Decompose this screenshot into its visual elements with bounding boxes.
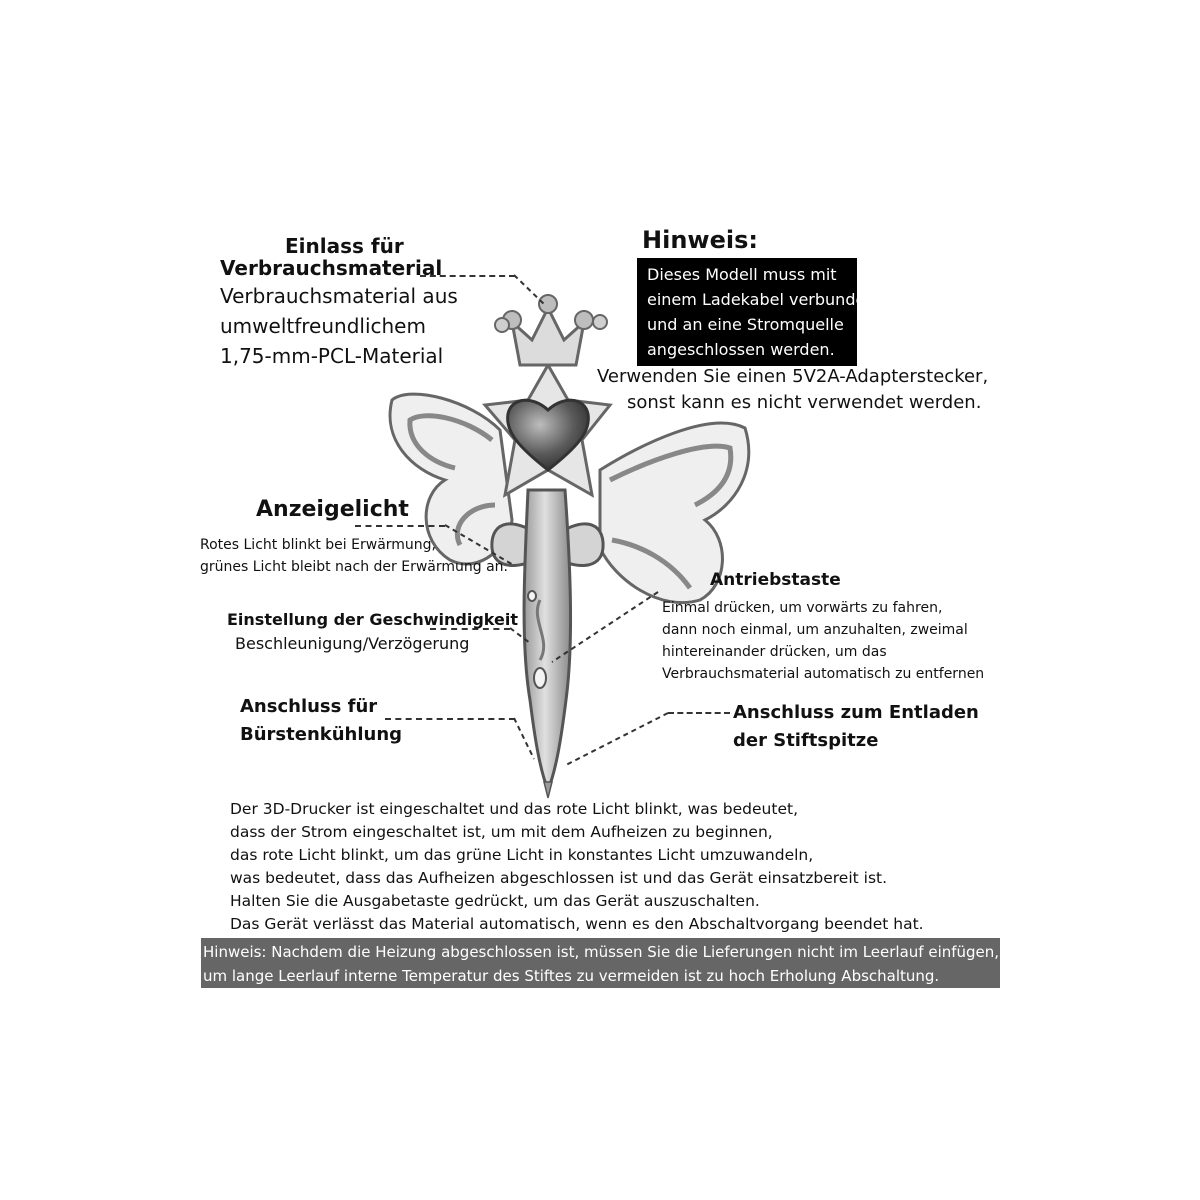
- indicator-desc-2: grünes Licht bleibt nach der Erwärmung an.: [200, 559, 508, 575]
- bottom-note: [201, 938, 1000, 988]
- paragraph-line: Halten Sie die Ausgabetaste gedrückt, um das Gerät auszuschalten.: [230, 892, 760, 910]
- hinweis-title: Hinweis:: [642, 226, 758, 254]
- adapter-line-1: Verwenden Sie einen 5V2A-Adapterstecker,: [597, 366, 989, 387]
- drive-desc-2: dann noch einmal, um anzuhalten, zweimal: [662, 622, 968, 638]
- leader-indicator: [355, 525, 445, 527]
- leader-discharge: [668, 712, 730, 714]
- brush-title-1: Anschluss für: [240, 696, 378, 717]
- drive-desc-4: Verbrauchsmaterial automatisch zu entfernen: [662, 666, 985, 682]
- inlet-desc-2: umweltfreundlichem: [220, 314, 426, 338]
- hinweis-box-line: Dieses Modell muss mit: [647, 265, 837, 284]
- speed-title: Einstellung der Geschwindigkeit: [227, 610, 518, 629]
- hinweis-box: [637, 258, 876, 366]
- leader-drive-diag: [548, 588, 663, 668]
- paragraph-line: dass der Strom eingeschaltet ist, um mit dem Aufheizen zu beginnen,: [230, 823, 773, 841]
- bottom-note-line: Hinweis: Nachdem die Heizung abgeschlossen ist, müssen Sie die Lieferungen nicht im Leerlauf einfügen,: [203, 943, 1000, 961]
- inlet-desc-3: 1,75-mm-PCL-Material: [220, 344, 444, 368]
- drive-desc-1: Einmal drücken, um vorwärts zu fahren,: [662, 600, 943, 616]
- hinweis-box-line: einem Ladekabel verbunden: [647, 290, 876, 309]
- leader-brush: [385, 718, 515, 720]
- inlet-title-1: Einlass für: [285, 234, 404, 258]
- discharge-title-2: der Stiftspitze: [733, 730, 879, 751]
- indicator-desc-1: Rotes Licht blinkt bei Erwärmung,: [200, 537, 436, 553]
- hinweis-box-line: und an eine Stromquelle: [647, 315, 844, 334]
- indicator-title: Anzeigelicht: [256, 497, 409, 522]
- leader-discharge-diag: [560, 710, 672, 772]
- description-paragraph: [230, 798, 924, 936]
- paragraph-line: das rote Licht blinkt, um das grüne Licht in konstantes Licht umzuwandeln,: [230, 846, 814, 864]
- inlet-title-2: Verbrauchsmaterial: [220, 256, 443, 280]
- leader-inlet-diag: [512, 272, 552, 312]
- adapter-line-2: sonst kann es nicht verwendet werden.: [627, 392, 982, 413]
- discharge-title-1: Anschluss zum Entladen: [733, 702, 979, 723]
- inlet-desc-1: Verbrauchsmaterial aus: [220, 284, 458, 308]
- leader-brush-diag: [512, 715, 542, 765]
- paragraph-line: was bedeutet, dass das Aufheizen abgeschlossen ist und das Gerät einsatzbereit ist.: [230, 869, 888, 887]
- brush-title-2: Bürstenkühlung: [240, 724, 403, 745]
- paragraph-line: Der 3D-Drucker ist eingeschaltet und das rote Licht blinkt, was bedeutet,: [230, 800, 798, 818]
- speed-desc: Beschleunigung/Verzögerung: [235, 634, 470, 653]
- drive-title: Antriebstaste: [710, 570, 841, 590]
- paragraph-line: Das Gerät verlässt das Material automatisch, wenn es den Abschaltvorgang beendet hat.: [230, 915, 924, 933]
- drive-desc-3: hintereinander drücken, um das: [662, 644, 887, 660]
- bottom-note-line: um lange Leerlauf interne Temperatur des Stiftes zu vermeiden ist zu hoch Erholung Abschaltung.: [203, 967, 940, 985]
- hinweis-box-line: angeschlossen werden.: [647, 340, 835, 359]
